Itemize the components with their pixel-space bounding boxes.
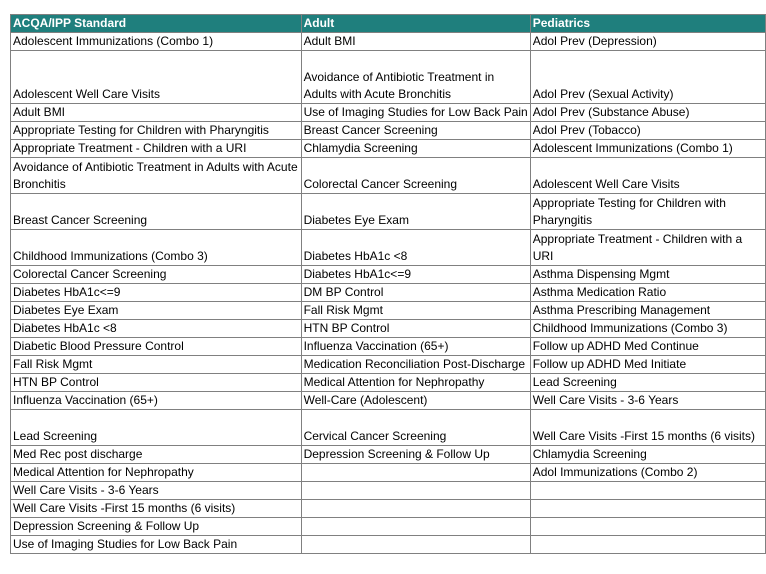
pediatrics-cell: Appropriate Testing for Children with Pharyngitis [530,194,765,230]
adult-cell: Medical Attention for Nephropathy [301,374,530,392]
standard-cell: Diabetes HbA1c<=9 [11,284,302,302]
adult-cell: Adult BMI [301,33,530,51]
table-row [11,158,766,194]
standard-cell: Lead Screening [11,410,302,446]
adult-cell: Colorectal Cancer Screening [301,158,530,194]
pediatrics-cell: Well Care Visits -First 15 months (6 visits) [530,410,765,446]
table-row [11,33,766,51]
standard-cell: Diabetic Blood Pressure Control [11,338,302,356]
table-row [11,302,766,320]
standard-cell: Well Care Visits - 3-6 Years [11,482,302,500]
pediatrics-cell: Follow up ADHD Med Initiate [530,356,765,374]
pediatrics-cell [530,518,765,536]
pediatrics-cell: Adolescent Immunizations (Combo 1) [530,140,765,158]
pediatrics-cell: Adol Immunizations (Combo 2) [530,464,765,482]
table-row [11,536,766,554]
table-row [11,284,766,302]
pediatrics-cell: Appropriate Treatment - Children with a URI [530,230,765,266]
table-row [11,446,766,464]
adult-cell: Breast Cancer Screening [301,122,530,140]
adult-cell: Diabetes HbA1c<=9 [301,266,530,284]
adult-cell [301,536,530,554]
adult-cell: Fall Risk Mgmt [301,302,530,320]
table-row [11,320,766,338]
pediatrics-cell: Well Care Visits - 3-6 Years [530,392,765,410]
standard-cell: Depression Screening & Follow Up [11,518,302,536]
pediatrics-cell [530,482,765,500]
standard-cell: Avoidance of Antibiotic Treatment in Adults with Acute Bronchitis [11,158,302,194]
table-row [11,392,766,410]
table-row [11,338,766,356]
standard-cell: Influenza Vaccination (65+) [11,392,302,410]
table-row [11,140,766,158]
header-row [11,15,766,33]
standard-cell: Medical Attention for Nephropathy [11,464,302,482]
adult-cell [301,464,530,482]
adult-cell: Diabetes HbA1c <8 [301,230,530,266]
table-row [11,104,766,122]
pediatrics-cell: Adolescent Well Care Visits [530,158,765,194]
standard-cell: HTN BP Control [11,374,302,392]
table-row [11,464,766,482]
table-row [11,230,766,266]
pediatrics-cell: Adol Prev (Sexual Activity) [530,51,765,104]
table-row [11,374,766,392]
pediatrics-cell: Adol Prev (Depression) [530,33,765,51]
standard-cell: Use of Imaging Studies for Low Back Pain [11,536,302,554]
standard-cell: Appropriate Treatment - Children with a URI [11,140,302,158]
adult-cell: DM BP Control [301,284,530,302]
adult-cell: Well-Care (Adolescent) [301,392,530,410]
table-row [11,356,766,374]
adult-cell: Use of Imaging Studies for Low Back Pain [301,104,530,122]
standard-cell: Well Care Visits -First 15 months (6 visits) [11,500,302,518]
pediatrics-cell: Follow up ADHD Med Continue [530,338,765,356]
pediatrics-cell: Lead Screening [530,374,765,392]
standard-cell: Childhood Immunizations (Combo 3) [11,230,302,266]
pediatrics-cell: Asthma Medication Ratio [530,284,765,302]
standard-cell: Breast Cancer Screening [11,194,302,230]
header-pediatrics: Pediatrics [530,15,765,33]
adult-cell: Influenza Vaccination (65+) [301,338,530,356]
pediatrics-cell: Chlamydia Screening [530,446,765,464]
standard-cell: Adult BMI [11,104,302,122]
standard-cell: Fall Risk Mgmt [11,356,302,374]
standard-cell: Med Rec post discharge [11,446,302,464]
pediatrics-cell [530,536,765,554]
adult-cell [301,518,530,536]
pediatrics-cell: Asthma Dispensing Mgmt [530,266,765,284]
table-row [11,482,766,500]
header-acqa-ipp-standard: ACQA/IPP Standard [11,15,302,33]
table-row [11,51,766,104]
standards-table [10,14,766,554]
table-row [11,194,766,230]
adult-cell [301,500,530,518]
standard-cell: Adolescent Well Care Visits [11,51,302,104]
adult-cell: Chlamydia Screening [301,140,530,158]
adult-cell: Medication Reconciliation Post-Discharge [301,356,530,374]
table-row [11,410,766,446]
adult-cell: HTN BP Control [301,320,530,338]
standard-cell: Diabetes HbA1c <8 [11,320,302,338]
table-row [11,518,766,536]
adult-cell: Avoidance of Antibiotic Treatment in Adults with Acute Bronchitis [301,51,530,104]
table-row [11,122,766,140]
standard-cell: Diabetes Eye Exam [11,302,302,320]
table-row [11,500,766,518]
adult-cell: Depression Screening & Follow Up [301,446,530,464]
header-adult: Adult [301,15,530,33]
standard-cell: Colorectal Cancer Screening [11,266,302,284]
adult-cell: Cervical Cancer Screening [301,410,530,446]
pediatrics-cell: Adol Prev (Tobacco) [530,122,765,140]
pediatrics-cell: Asthma Prescribing Management [530,302,765,320]
pediatrics-cell: Childhood Immunizations (Combo 3) [530,320,765,338]
standard-cell: Appropriate Testing for Children with Pharyngitis [11,122,302,140]
pediatrics-cell [530,500,765,518]
table-row [11,266,766,284]
adult-cell: Diabetes Eye Exam [301,194,530,230]
standard-cell: Adolescent Immunizations (Combo 1) [11,33,302,51]
pediatrics-cell: Adol Prev (Substance Abuse) [530,104,765,122]
adult-cell [301,482,530,500]
